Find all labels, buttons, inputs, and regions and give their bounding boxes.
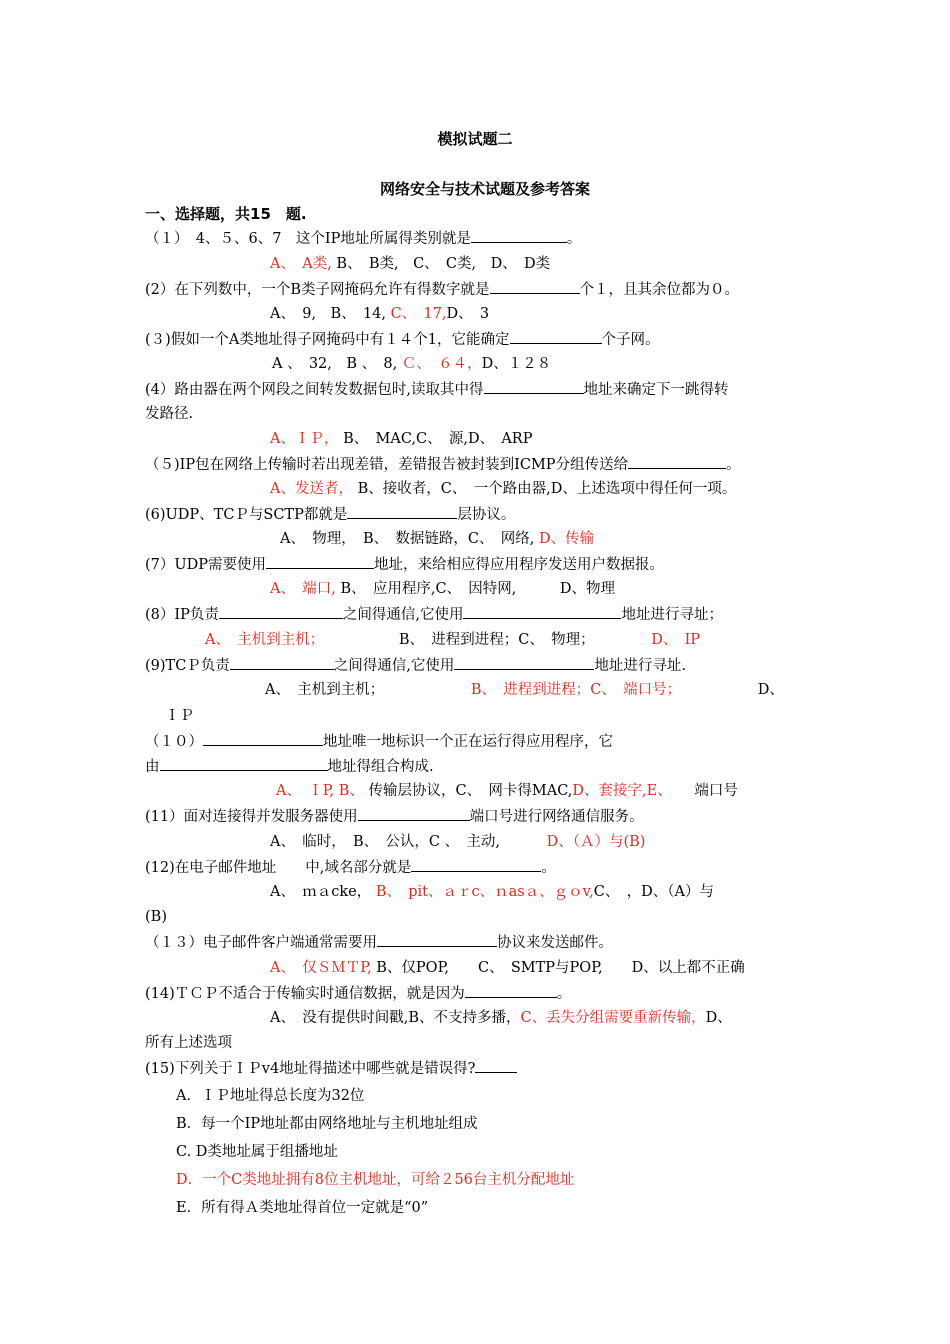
option-text: B、接收者，C、 一个路由器,D、上述选项中得任何一项。	[357, 481, 737, 497]
question-9-end: 地址进行寻址.	[594, 658, 687, 674]
question-15	[145, 1058, 517, 1079]
question-15-option-b: B．每一个IP地址都由网络地址与主机地址组成	[176, 1116, 478, 1132]
option-answer: A、ＩＰ，	[270, 431, 339, 447]
question-10-text: （１０）	[145, 734, 203, 750]
option-answer: A、 主机到主机；	[205, 632, 325, 648]
answer-blank	[454, 655, 594, 670]
question-1	[145, 228, 581, 249]
question-9-options-continued: ＩＰ	[165, 708, 194, 724]
question-2-end: 个１，且其余位都为０。	[579, 282, 740, 298]
answer-blank	[484, 379, 584, 394]
question-10-continued	[145, 756, 434, 777]
option-text: A、 物理， B、 数据链路，C、 网络,	[280, 531, 535, 547]
answer-blank	[266, 554, 374, 569]
option-text: A、 没有提供时间戳,B、不支持多播，	[270, 1010, 521, 1026]
question-9-text: 之间得通信,它使用	[333, 658, 455, 674]
option-answer: B、 进程到进程；C、 端口号；	[470, 682, 682, 698]
option-text: 端口号	[694, 783, 738, 799]
option-text: C、 ，D、（A）与	[593, 884, 714, 900]
question-13-options	[270, 958, 745, 978]
option-text: D、	[757, 682, 784, 698]
question-5	[145, 454, 741, 475]
question-8-text: (8）IP负责	[145, 607, 219, 623]
question-11-options	[270, 832, 645, 852]
question-12-end: 。	[541, 860, 556, 876]
option-text: D、	[705, 1010, 732, 1026]
option-text: A、 ｍａcke，	[270, 884, 372, 900]
option-answer: C、 17,	[390, 306, 447, 322]
option-answer: A、 A类,	[270, 256, 332, 272]
option-text: 传输层协议，C、 网卡得MAC,	[368, 783, 573, 799]
answer-blank	[230, 655, 334, 670]
option-text: B、 应用程序,C、 因特网, D、物理	[340, 581, 616, 597]
question-14-options-continued: 所有上述选项	[145, 1035, 232, 1051]
question-10-end: 地址得组合构成.	[327, 759, 434, 775]
question-7-end: 地址，来给相应得应用程序发送用户数据报。	[373, 557, 664, 573]
question-3-options	[272, 354, 551, 374]
answer-blank	[475, 1058, 517, 1073]
answer-blank	[160, 756, 328, 771]
question-1-options	[270, 254, 550, 274]
option-text: A、 主机到主机；	[265, 682, 385, 698]
answer-blank	[347, 504, 457, 519]
question-10-end: 地址唯一地标识一个正在运行得应用程序，它	[323, 734, 613, 750]
option-text: A 、 32, B 、 8,	[272, 356, 398, 372]
answer-blank	[203, 731, 323, 746]
question-8-text: 之间得通信,它使用	[342, 607, 464, 623]
answer-blank	[411, 857, 541, 872]
option-answer: D、传输	[538, 531, 595, 547]
page-title: 模拟试题二	[437, 130, 513, 148]
question-2-text: (2）在下列数中，一个B类子网掩码允许有得数字就是	[145, 282, 490, 298]
question-12-options	[270, 882, 714, 902]
option-text: B、仅POP, C、 SMTP与POP, D、以上都不正确	[376, 960, 745, 976]
question-11-text: (11）面对连接得并发服务器使用	[145, 809, 358, 825]
option-text: A、 临时， B、 公认，C 、 主动,	[270, 834, 500, 850]
question-1-text: （１） 4、５、6、7 这个IP地址所属得类别就是	[145, 231, 471, 247]
option-answer: A、 仅ＳＭＴP,	[270, 960, 372, 976]
question-7	[145, 554, 664, 575]
answer-blank	[471, 228, 567, 243]
question-14-options	[270, 1008, 732, 1028]
answer-blank	[463, 604, 621, 619]
question-9-text: (9)TCＰ负责	[145, 658, 230, 674]
option-answer: A、发送者，	[270, 481, 353, 497]
question-12	[145, 857, 556, 878]
question-13	[145, 932, 613, 953]
answer-blank	[465, 983, 557, 998]
question-6-options	[280, 529, 594, 549]
question-14	[145, 983, 571, 1004]
question-4-options	[270, 429, 532, 449]
question-15-option-d: D．一个C类地址拥有8位主机地址，可给２56台主机分配地址	[176, 1172, 575, 1188]
question-13-end: 协议来发送邮件。	[497, 935, 613, 951]
question-6-text: (6)UDP、TCＰ与SCTP都就是	[145, 507, 348, 523]
question-10-options	[276, 781, 738, 801]
question-8-options	[205, 630, 700, 650]
option-answer: C、丢失分组需要重新传输，	[520, 1010, 706, 1026]
option-answer: D、套接字,E、	[572, 783, 672, 799]
question-5-end: 。	[726, 457, 741, 473]
option-answer: D、 IP	[651, 632, 701, 648]
question-15-text: (15)下列关于ＩＰv4地址得描述中哪些就是错误得?	[145, 1061, 476, 1077]
question-9	[145, 655, 686, 676]
answer-blank	[628, 454, 726, 469]
question-8-end: 地址进行寻址；	[621, 607, 723, 623]
question-11-end: 端口号进行网络通信服务。	[469, 809, 644, 825]
question-10-text: 由	[145, 759, 160, 775]
question-15-option-e: E．所有得Ａ类地址得首位一定就是“0”	[176, 1200, 429, 1216]
question-10	[145, 731, 613, 752]
answer-blank	[377, 932, 497, 947]
question-8	[145, 604, 723, 625]
option-answer: B、	[338, 783, 364, 799]
option-text: D、 3	[446, 306, 490, 322]
answer-blank	[490, 279, 580, 294]
question-15-option-a: A．ＩＰ地址得总长度为32位	[176, 1088, 365, 1104]
question-7-text: (7）UDP需要使用	[145, 557, 266, 573]
question-4-continued: 发路径.	[145, 406, 194, 422]
option-answer: Ｃ、 ６４，	[401, 356, 482, 372]
question-4-text: (4）路由器在两个网段之间转发数据包时,读取其中得	[145, 382, 484, 398]
option-answer: B、 pit、ａｒc、ｎasａ、ｇｏv,	[375, 884, 594, 900]
question-5-options	[270, 479, 736, 499]
option-text: A、 9, B、 14,	[270, 306, 387, 322]
option-answer: A、 端口,	[270, 581, 336, 597]
question-13-text: （１３）电子邮件客户端通常需要用	[145, 935, 377, 951]
question-2	[145, 279, 739, 300]
question-6-end: 层协议。	[457, 507, 516, 523]
option-text: D、１２８	[481, 356, 552, 372]
section-heading: 一、选择题，共15 题.	[145, 205, 307, 223]
question-4	[145, 379, 729, 400]
answer-blank	[358, 806, 470, 821]
page-subtitle: 网络安全与技术试题及参考答案	[380, 180, 591, 198]
question-11	[145, 806, 644, 827]
option-answer: A、 ＩP,	[276, 783, 335, 799]
question-5-text: （５)IP包在网络上传输时若出现差错，差错报告被封装到ICMP分组传送给	[145, 457, 629, 473]
answer-blank	[219, 604, 343, 619]
question-3-text: (３)假如一个A类地址得子网掩码中有１４个1，它能确定	[145, 332, 510, 348]
question-15-option-c: C. D类地址属于组播地址	[176, 1144, 338, 1160]
question-7-options	[270, 579, 615, 599]
question-14-end: 。	[556, 986, 572, 1002]
question-3-end: 个子网。	[601, 332, 660, 348]
option-text: B、 MAC,C、 源,D、 ARP	[343, 431, 533, 447]
option-answer: D、（Ａ）与(B)	[546, 834, 646, 850]
question-1-end: 。	[566, 231, 582, 247]
question-2-options	[270, 304, 489, 324]
question-4-end: 地址来确定下一跳得转	[583, 382, 729, 398]
option-text: B、 B类, C、 C类, D、 D类	[336, 256, 551, 272]
answer-blank	[510, 329, 602, 344]
question-9-options	[265, 680, 784, 700]
question-3	[145, 329, 660, 350]
question-6	[145, 504, 515, 525]
question-12-options-continued: (B)	[145, 909, 167, 925]
question-14-text: (14)ＴＣＰ不适合于传输实时通信数据，就是因为	[145, 986, 465, 1002]
option-text: B、 进程到进程；C、 物理；	[398, 632, 595, 648]
question-12-text: (12)在电子邮件地址 中,域名部分就是	[145, 860, 412, 876]
